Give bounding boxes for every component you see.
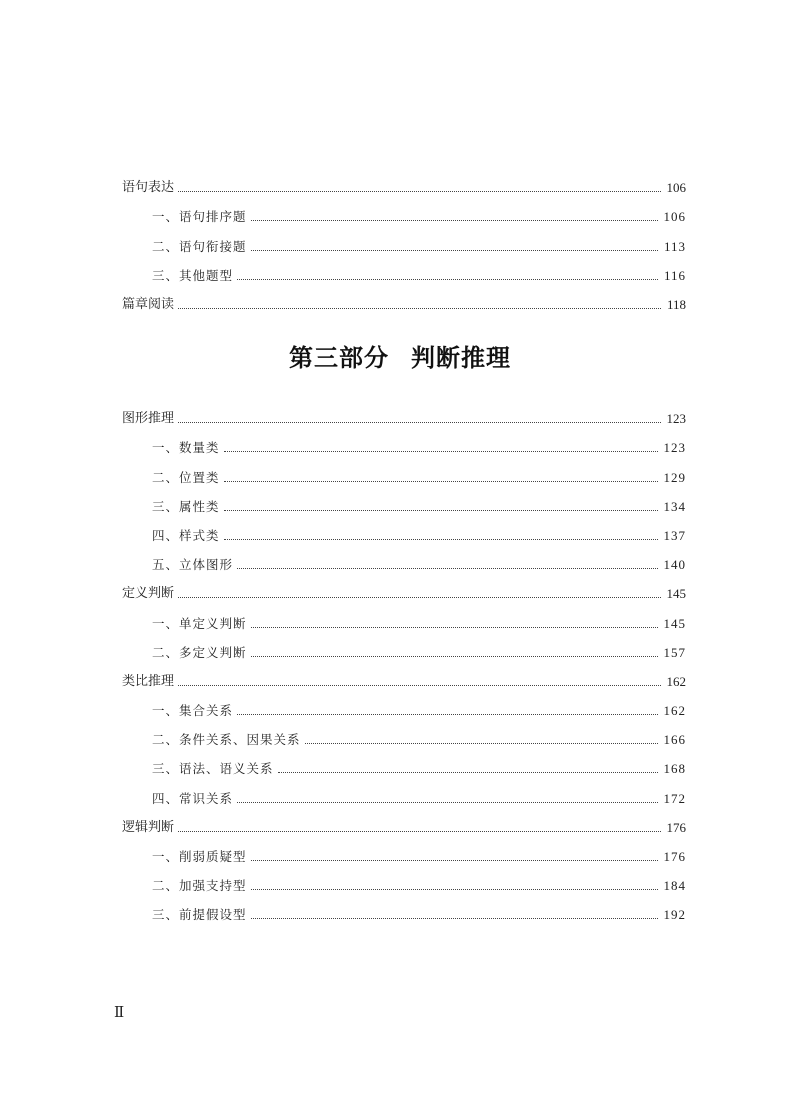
toc-entry-label: 一、单定义判断 (152, 615, 247, 631)
toc-entry-label: 五、立体图形 (152, 557, 234, 573)
toc-page-number: 129 (663, 469, 686, 485)
toc-page-number: 176 (666, 819, 686, 835)
toc-entry-label: 图形推理 (122, 411, 175, 427)
toc-page-number: 184 (663, 878, 686, 894)
toc-page-number: 113 (663, 238, 686, 254)
toc-page-number: 140 (663, 557, 686, 573)
part-name: 判断推理 (411, 344, 511, 372)
toc-page-number: 116 (663, 267, 686, 283)
toc-entry-label: 定义判断 (122, 586, 175, 602)
dot-leader (251, 918, 658, 919)
toc-page-number: 176 (663, 849, 686, 864)
dot-leader (224, 510, 658, 511)
dot-leader (237, 568, 657, 569)
page-folio: Ⅱ (114, 1005, 125, 1021)
toc-page-number: 123 (663, 440, 686, 456)
toc-entry-label: 类比推理 (122, 673, 175, 689)
toc-entry[interactable] (122, 285, 686, 314)
toc-entry-label: 四、样式类 (152, 527, 220, 543)
dot-leader (237, 802, 657, 803)
toc-section-top (122, 168, 686, 314)
toc-entry-label: 逻辑判断 (122, 819, 175, 835)
toc-entry-label: 二、位置类 (152, 469, 220, 485)
toc-page-number: 157 (663, 644, 686, 660)
toc-entry-label: 篇章阅读 (122, 296, 175, 312)
toc-page-number: 172 (663, 790, 686, 806)
toc-subentry[interactable] (122, 603, 686, 632)
toc-entry-label: 四、常识关系 (152, 790, 234, 806)
toc-page-number: 106 (663, 209, 686, 225)
dot-leader (237, 279, 658, 280)
toc-entry-label: 二、条件关系、因果关系 (152, 732, 301, 748)
toc-entry-label: 二、加强支持型 (152, 878, 247, 894)
toc-entry[interactable] (122, 168, 686, 197)
toc-subentry[interactable] (122, 866, 686, 895)
toc-subentry[interactable] (122, 749, 686, 778)
toc-entry-label: 一、数量类 (152, 440, 220, 456)
toc-entry-label: 三、前提假设型 (152, 907, 247, 923)
toc-entry-label: 二、多定义判断 (152, 644, 247, 660)
dot-leader (251, 627, 658, 628)
dot-leader (251, 250, 658, 251)
toc-page-number: 162 (663, 703, 686, 719)
toc-page-number: 106 (666, 180, 686, 196)
dot-leader (178, 597, 660, 598)
toc-subentry[interactable] (122, 895, 686, 924)
toc-page-number: 166 (663, 732, 686, 748)
toc-subentry[interactable] (122, 545, 686, 574)
toc-page-number: 123 (666, 411, 686, 427)
toc-subentry[interactable] (122, 197, 686, 226)
toc-page-number: 118 (666, 296, 686, 312)
toc-subentry[interactable] (122, 720, 686, 749)
toc-subentry[interactable] (122, 837, 686, 866)
toc-page-number: 134 (663, 498, 686, 514)
toc-subentry[interactable] (122, 778, 686, 807)
toc-subentry[interactable] (122, 256, 686, 285)
toc-page-number: 168 (663, 761, 686, 777)
toc-entry[interactable] (122, 662, 686, 691)
toc-subentry[interactable] (122, 457, 686, 486)
toc-entry-label: 三、语法、语义关系 (152, 761, 274, 777)
dot-leader (224, 539, 658, 540)
toc-page-number: 145 (666, 586, 686, 602)
toc-subentry[interactable] (122, 226, 686, 255)
dot-leader (224, 451, 658, 452)
dot-leader (237, 714, 657, 715)
dot-leader (178, 422, 660, 423)
dot-leader (305, 743, 658, 744)
toc-subentry[interactable] (122, 516, 686, 545)
toc-entry-label: 三、其他题型 (152, 267, 234, 283)
toc-entry[interactable] (122, 808, 686, 837)
toc-entry-label: 一、语句排序题 (152, 209, 247, 225)
dot-leader (251, 220, 658, 221)
toc-subentry[interactable] (122, 428, 686, 457)
toc-subentry[interactable] (122, 633, 686, 662)
toc-entry-label: 一、集合关系 (152, 703, 234, 719)
toc-page-number: 192 (663, 907, 686, 923)
toc-page-number: 162 (666, 673, 686, 689)
dot-leader (224, 481, 658, 482)
toc-entry[interactable] (122, 574, 686, 603)
toc-section-part3 (122, 399, 686, 924)
toc-subentry[interactable] (122, 487, 686, 516)
dot-leader (178, 191, 660, 192)
dot-leader (178, 308, 661, 309)
dot-leader (178, 685, 660, 686)
toc-entry[interactable] (122, 399, 686, 428)
dot-leader (178, 831, 660, 832)
toc-subentry[interactable] (122, 691, 686, 720)
toc-page-number: 145 (663, 615, 686, 631)
part-number: 第三部分 (289, 344, 389, 372)
toc-page-number: 137 (663, 527, 686, 543)
dot-leader (278, 772, 658, 773)
dot-leader (251, 889, 658, 890)
dot-leader (251, 656, 658, 657)
toc-entry-label: 二、语句衔接题 (152, 238, 247, 254)
toc-entry-label: 语句表达 (122, 180, 175, 196)
part-title (0, 338, 800, 373)
toc-entry-label: 三、属性类 (152, 498, 220, 514)
toc-entry-label: 一、削弱质疑型 (152, 849, 247, 864)
dot-leader (251, 860, 658, 861)
